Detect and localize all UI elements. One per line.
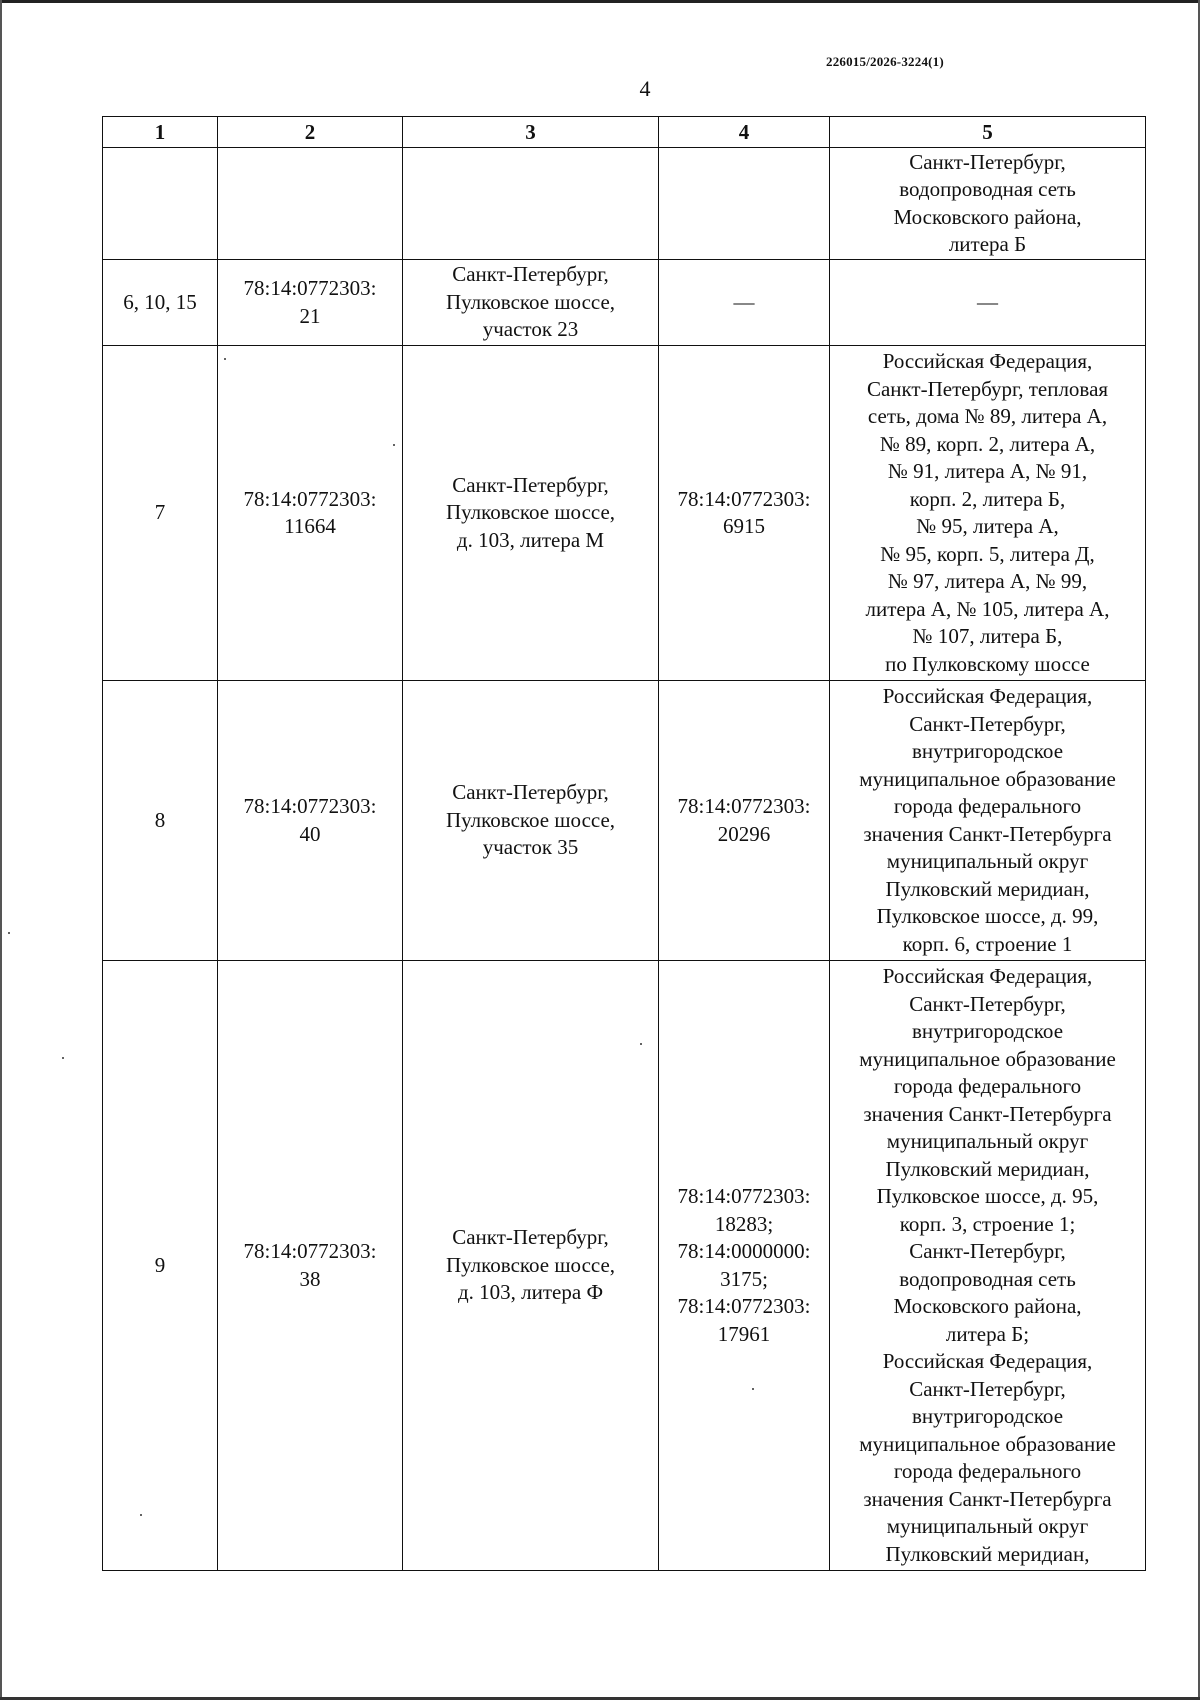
related-cadastral-cell: — [659, 260, 830, 346]
scan-edge-left [0, 0, 2, 1700]
object-description-cell: — [830, 260, 1146, 346]
address-cell: Санкт-Петербург, Пулковское шоссе, д. 103, литера М [403, 346, 659, 681]
row-number-cell: 9 [103, 961, 218, 1571]
column-header-2: 2 [218, 117, 403, 148]
table-row [103, 260, 1146, 346]
scan-speck [393, 444, 395, 446]
related-cadastral-cell: 78:14:0772303: 6915 [659, 346, 830, 681]
scan-speck [8, 932, 10, 934]
object-description-cell: Российская Федерация, Санкт-Петербург, внутригородское муниципальное образование города федерального значения Санкт-Петербурга муниципальный округ Пулковский меридиан, Пулковское шоссе, д. 95, корп. 3, строение 1; Санкт-Петербург, водопроводная сеть Московского района, литера Б; Российская Федерация, Санкт-Петербург, внутригородское муниципальное образование города федерального значения Санкт-Петербурга муниципальный округ Пулковский меридиан, [830, 961, 1146, 1571]
scan-speck [752, 1388, 754, 1390]
column-header-4: 4 [659, 117, 830, 148]
scan-speck [224, 358, 226, 360]
column-header-3: 3 [403, 117, 659, 148]
table-row [103, 148, 1146, 260]
address-cell: Санкт-Петербург, Пулковское шоссе, д. 103, литера Ф [403, 961, 659, 1571]
scan-speck [140, 1514, 142, 1516]
object-description-cell: Российская Федерация, Санкт-Петербург, внутригородское муниципальное образование города федерального значения Санкт-Петербурга муниципальный округ Пулковский меридиан, Пулковское шоссе, д. 99, корп. 6, строение 1 [830, 681, 1146, 961]
related-cadastral-cell [659, 148, 830, 260]
cadastral-number-cell [218, 148, 403, 260]
address-cell: Санкт-Петербург, Пулковское шоссе, участок 35 [403, 681, 659, 961]
column-header-1: 1 [103, 117, 218, 148]
row-number-cell: 7 [103, 346, 218, 681]
object-description-cell: Российская Федерация, Санкт-Петербург, тепловая сеть, дома № 89, литера А, № 89, корп. 2, литера А, № 91, литера А, № 91, корп. 2, литера Б, № 95, литера А, № 95, корп. 5, литера Д, № 97, литера А, № 99, литера А, № 105, литера А, № 107, литера Б, по Пулковскому шоссе [830, 346, 1146, 681]
table-row [103, 681, 1146, 961]
scan-edge-top [0, 0, 1200, 3]
table-header-row [103, 117, 1146, 148]
row-number-cell [103, 148, 218, 260]
cadastral-table [102, 116, 1146, 1571]
cadastral-number-cell: 78:14:0772303: 11664 [218, 346, 403, 681]
table-row [103, 346, 1146, 681]
column-header-5: 5 [830, 117, 1146, 148]
row-number-cell: 8 [103, 681, 218, 961]
page-number: 4 [639, 76, 651, 101]
scan-speck [640, 1043, 642, 1045]
document-registration-number: 226015/2026-3224(1) [826, 54, 944, 69]
related-cadastral-cell: 78:14:0772303: 18283; 78:14:0000000: 3175; 78:14:0772303: 17961 [659, 961, 830, 1571]
address-cell [403, 148, 659, 260]
table-row [103, 961, 1146, 1571]
cadastral-number-cell: 78:14:0772303: 40 [218, 681, 403, 961]
address-cell: Санкт-Петербург, Пулковское шоссе, участок 23 [403, 260, 659, 346]
object-description-cell: Санкт-Петербург, водопроводная сеть Московского района, литера Б [830, 148, 1146, 260]
related-cadastral-cell: 78:14:0772303: 20296 [659, 681, 830, 961]
cadastral-number-cell: 78:14:0772303: 21 [218, 260, 403, 346]
scan-speck [62, 1057, 64, 1059]
cadastral-number-cell: 78:14:0772303: 38 [218, 961, 403, 1571]
row-number-cell: 6, 10, 15 [103, 260, 218, 346]
